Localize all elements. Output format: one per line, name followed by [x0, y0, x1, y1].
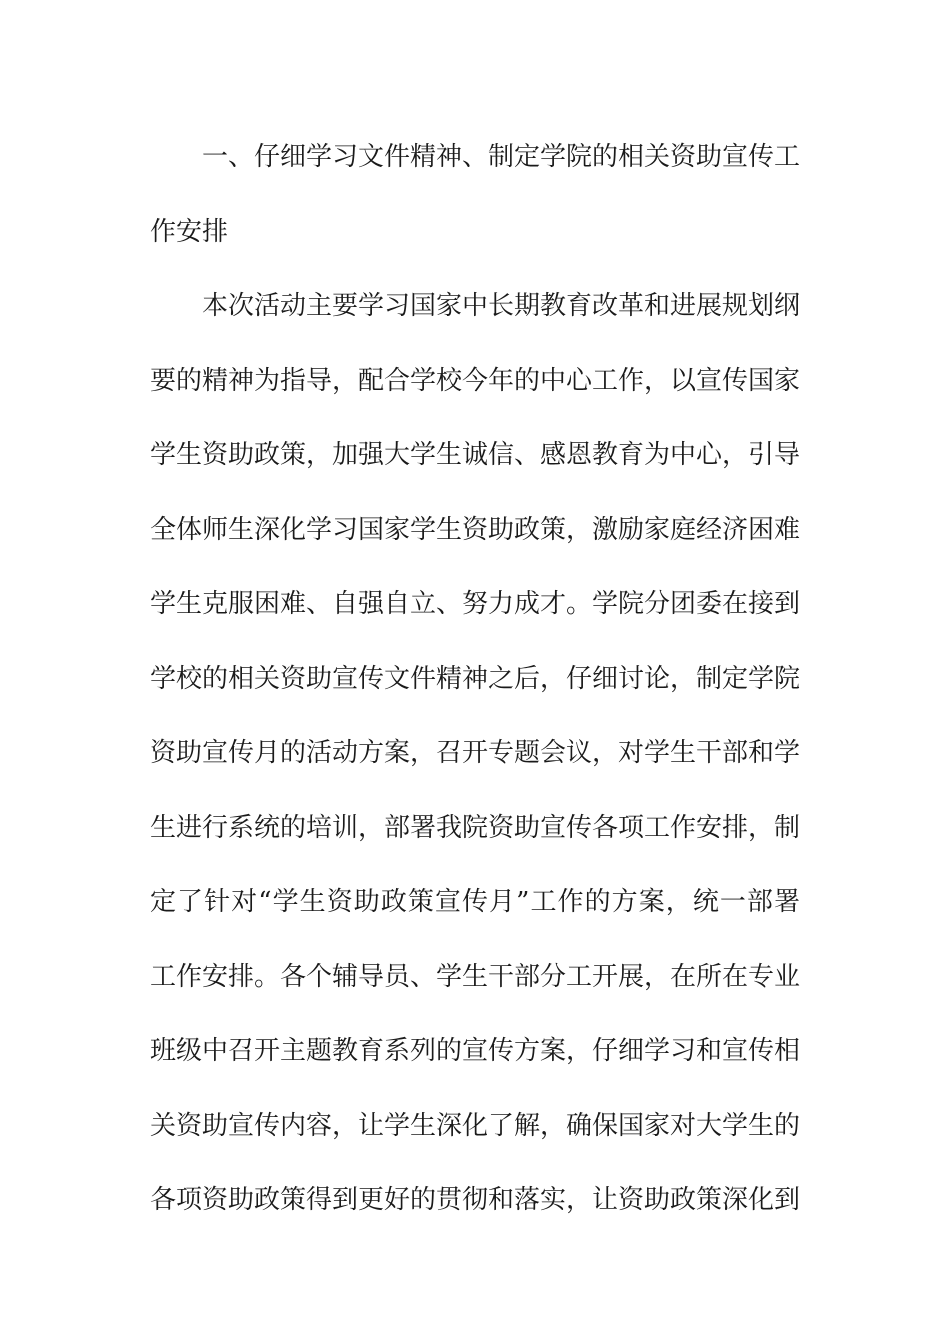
section-heading: 一、仔细学习文件精神、制定学院的相关资助宣传工作安排	[150, 142, 801, 247]
body-paragraph: 本次活动主要学习国家中长期教育改革和进展规划纲要的精神为指导，配合学校今年的中心工作，以宣传国家学生资助政策，加强大学生诚信、感恩教育为中心，引导全体师生深化学习国家学生资助政策，激励家庭经济困难学生克服困难、自强自立、努力成才。学院分团委在接到学校的相关资助宣传文件精神之后，仔细讨论，制定学院资助宣传月的活动方案，召开专题会议，对学生干部和学生进行系统的培训，部署我院资助宣传各项工作安排，制定了针对“学生资助政策宣传月”工作的方案，统一部署工作安排。各个辅导员、学生干部分工开展，在所在专业班级中召开主题教育系列的宣传方案，仔细学习和宣传相关资助宣传内容，让学生深化了解，确保国家对大学生的各项资助政策得到更好的贯彻和落实，让资助政策深化到	[150, 291, 801, 1215]
document-content	[150, 120, 800, 1238]
